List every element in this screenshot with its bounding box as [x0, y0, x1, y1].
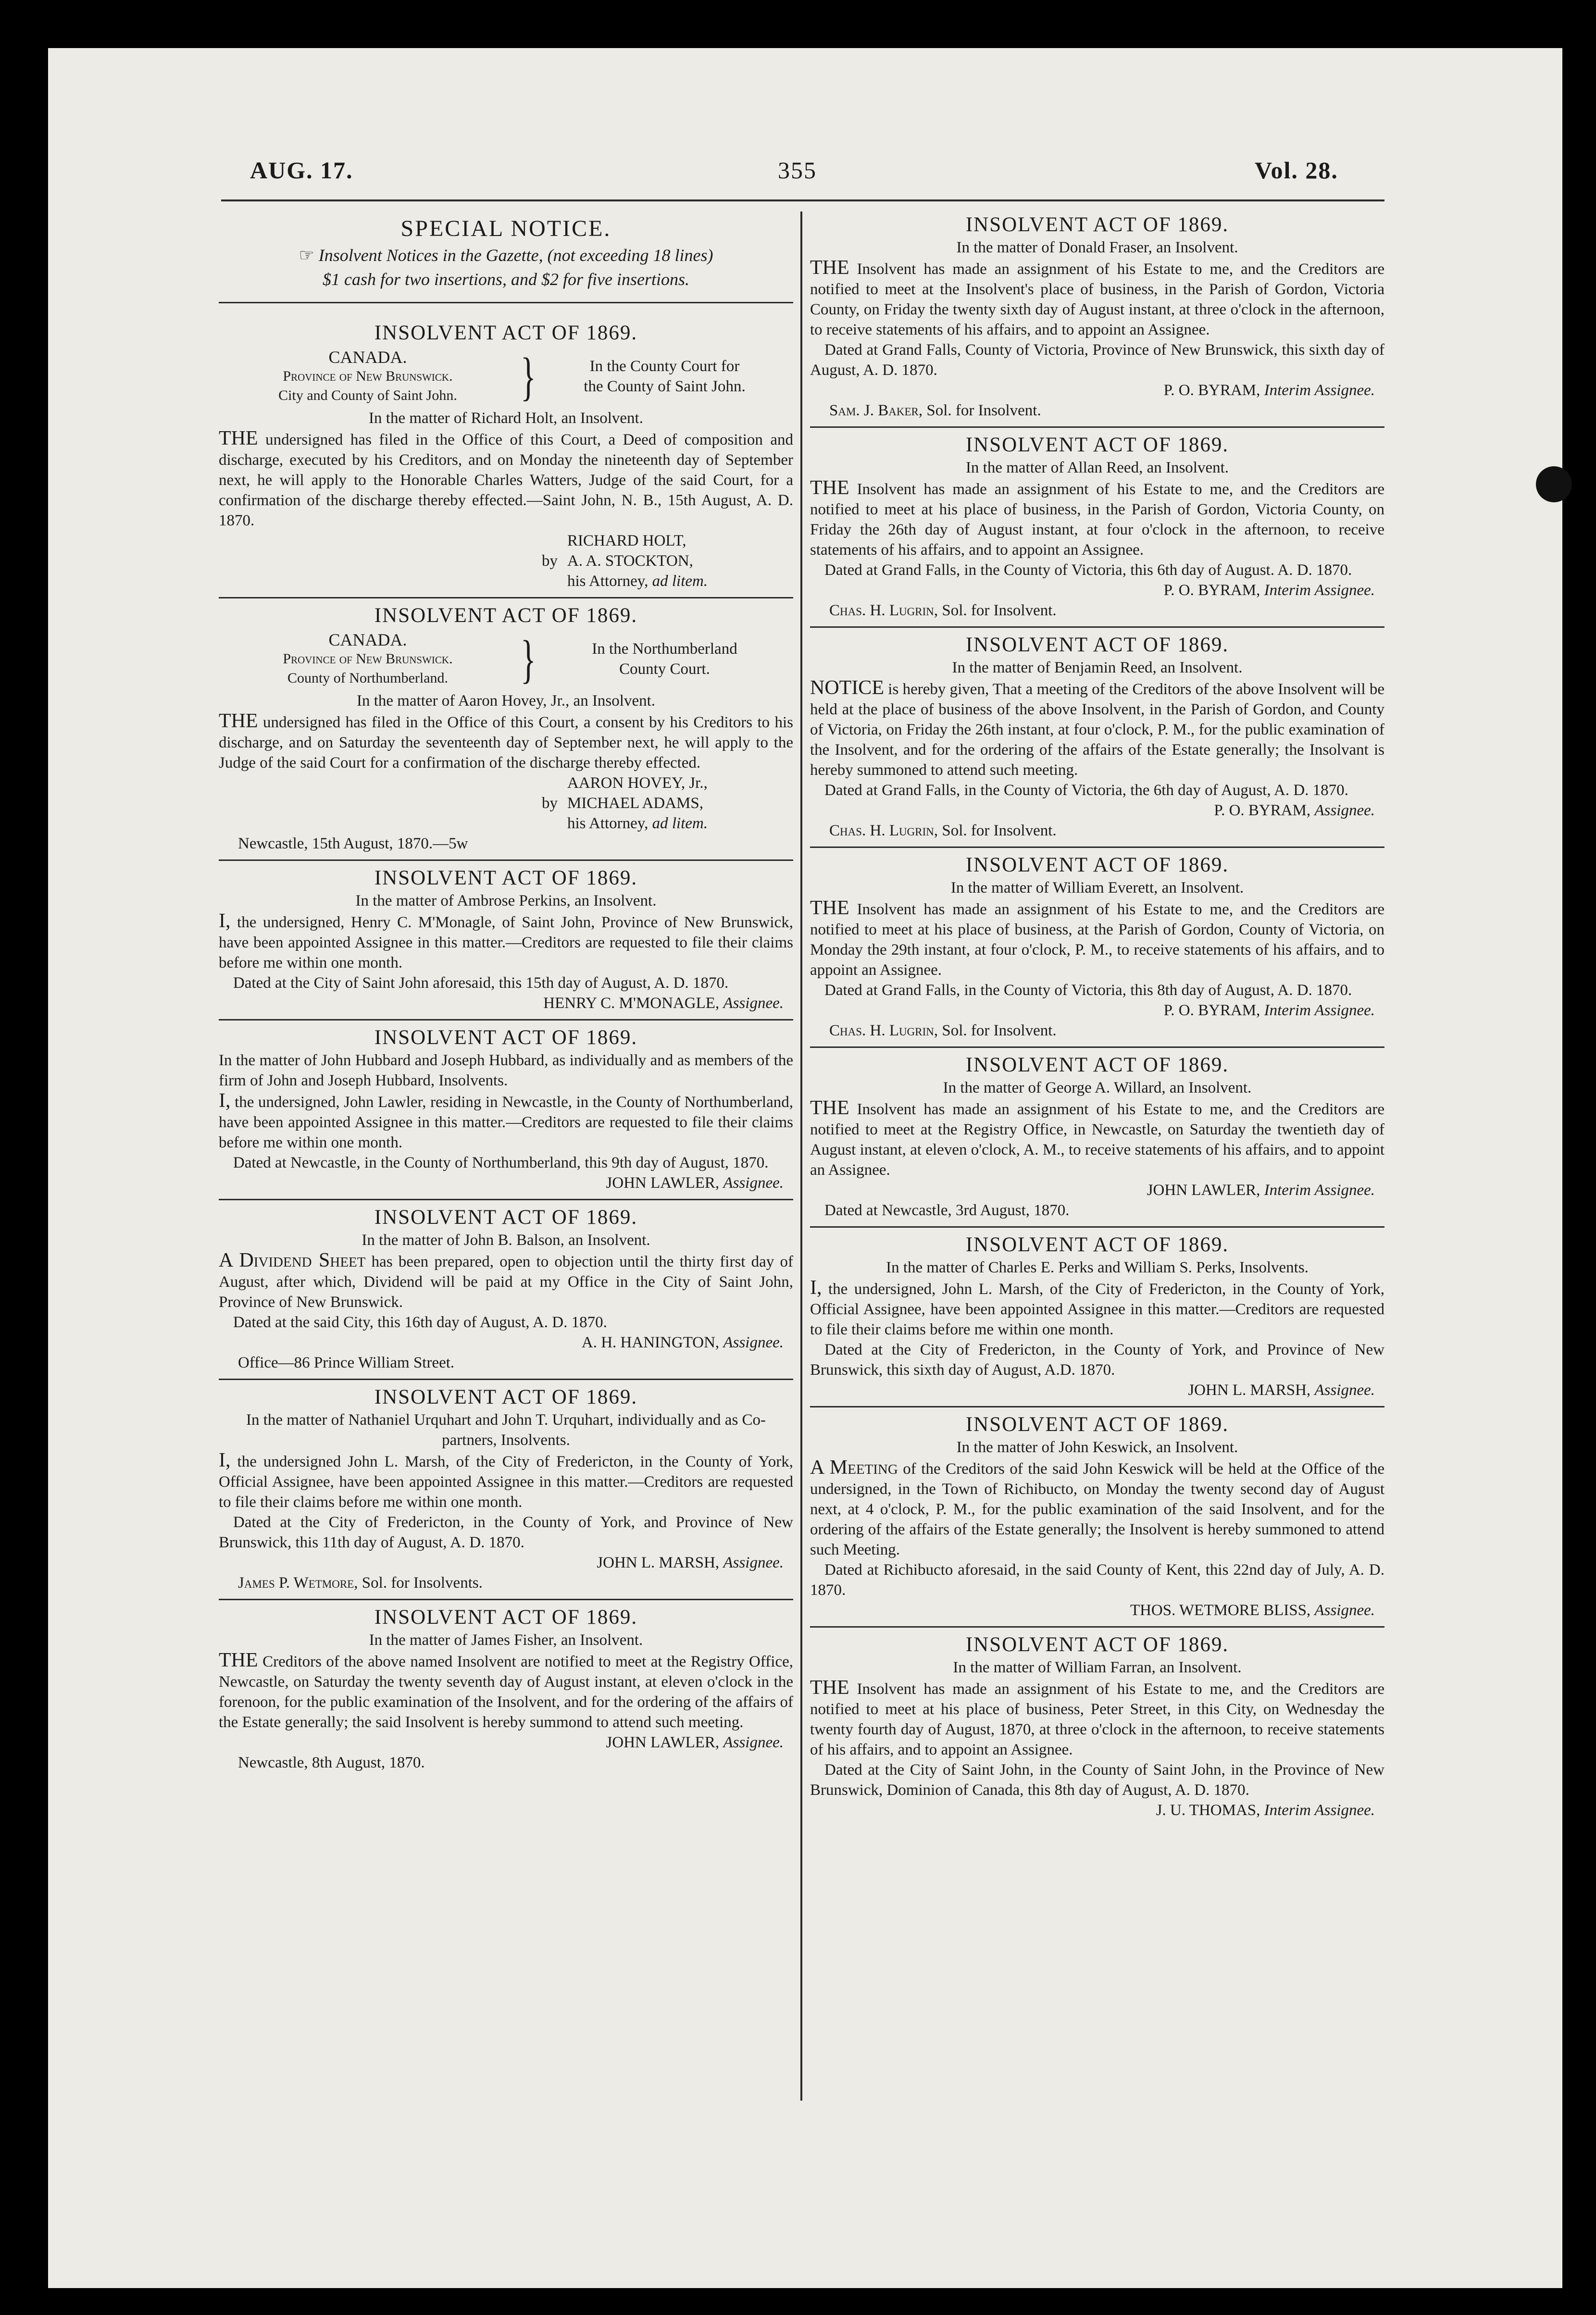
notice-signature: HENRY C. M'MONAGLE, Assignee.: [543, 995, 784, 1012]
notice-dated: Dated at the City of Fredericton, in the County of York, and Province of New Brunswick, this 11th day of August, A. D. 1870.: [219, 1514, 793, 1551]
notice-matter: In the matter of Allan Reed, an Insolvent.: [965, 459, 1229, 476]
notice-dated: Dated at the City of Saint John aforesaid, this 15th day of August, A. D. 1870.: [233, 974, 729, 992]
notice-body: I, the undersigned, John L. Marsh, of the City of Fredericton, in the County of York, Official Assignee, have been appointed Assignee in this matter.—Creditors are requested to file their claims before me within one month.: [810, 1277, 1384, 1338]
court-heading: CANADA. Province of New Brunswick. City and County of Saint John. } In the County Court for the County of Saint John.: [278, 347, 746, 406]
notice-john-balson: [219, 1199, 793, 1379]
notice-matter: In the matter of John Hubbard and Joseph Hubbard, as individually and as members of the firm of John and Joseph Hubbard, Insolvents.: [219, 1052, 793, 1089]
notice-signature: P. O. BYRAM, Interim Assignee.: [1163, 582, 1375, 599]
notice-signature: THOS. WETMORE BLISS, Assignee.: [1130, 1602, 1375, 1619]
notice-body: I, the undersigned John L. Marsh, of the City of Fredericton, in the County of York, Official Assignee, have been appointed Assignee in this matter.—Creditors are requested to file their claims before me within one month.: [219, 1449, 793, 1511]
notice-title: INSOLVENT ACT OF 1869.: [965, 1633, 1229, 1656]
notice-title: INSOLVENT ACT OF 1869.: [374, 322, 638, 344]
notice-signature: JOHN LAWLER, Interim Assignee.: [1147, 1182, 1375, 1199]
notice-matter: In the matter of Charles E. Perks and William S. Perks, Insolvents.: [886, 1259, 1309, 1276]
ink-blot: [1536, 466, 1572, 502]
notice-footer: Newcastle, 15th August, 1870.—5w: [238, 835, 468, 852]
notice-title: INSOLVENT ACT OF 1869.: [374, 1026, 638, 1049]
notice-aaron-hovey: [219, 597, 793, 859]
notice-body: I, the undersigned, Henry C. M'Monagle, of Saint John, Province of New Brunswick, have been appointed Assignee in this matter.—Creditors are requested to file their claims before me within one month.: [219, 910, 793, 971]
notice-dated: Dated at the said City, this 16th day of August, A. D. 1870.: [233, 1314, 607, 1331]
notice-title: INSOLVENT ACT OF 1869.: [374, 1606, 638, 1629]
notice-body: A Dividend Sheet has been prepared, open to objection until the thirty first day of August, after which, Dividend will be paid at my Office in the City of Saint John, Province of New Brunswick.: [219, 1249, 793, 1311]
notice-james-fisher: [219, 1599, 793, 1779]
notice-title: INSOLVENT ACT OF 1869.: [374, 604, 638, 627]
brace-icon: }: [521, 347, 536, 406]
notice-body: THE Insolvent has made an assignment of his Estate to me, and the Creditors are notified to meet at the Insolvent's place of business, in the Parish of Gordon, Victoria County, on Friday the twenty sixth day of August instant, at three o'clock in the afternoon, to receive statements of his affairs, and to appoint an Assignee.: [810, 257, 1384, 338]
notice-matter: In the matter of William Farran, an Insolvent.: [953, 1659, 1242, 1676]
notice-john-keswick: [810, 1406, 1384, 1626]
notice-title: INSOLVENT ACT OF 1869.: [374, 1386, 638, 1408]
notice-title: INSOLVENT ACT OF 1869.: [965, 213, 1229, 236]
notice-signature: JOHN L. MARSH, Assignee.: [1188, 1382, 1375, 1399]
notice-dated: Dated at Newcastle, in the County of Northumberland, this 9th day of August, 1870.: [233, 1154, 769, 1171]
notice-footer: Dated at Newcastle, 3rd August, 1870.: [824, 1202, 1070, 1219]
notice-matter: In the matter of George A. Willard, an Insolvent.: [943, 1079, 1252, 1096]
notice-william-everett: [810, 846, 1384, 1046]
notice-signature: P. O. BYRAM, Assignee.: [1214, 802, 1375, 819]
court-heading: CANADA. Province of New Brunswick. County of Northumberland. } In the Northumberland County Court.: [283, 630, 737, 688]
notice-title: INSOLVENT ACT OF 1869.: [374, 867, 638, 889]
notice-signature: P. O. BYRAM, Interim Assignee.: [1163, 1002, 1375, 1019]
notice-body: THE undersigned has filed in the Office of this Court, a consent by his Creditors to his discharge, and on Saturday the seventeenth day of September next, he will apply to the Judge of the said Court for a confirmation of the discharge thereby effected.: [219, 710, 793, 772]
notice-dated: Dated at Grand Falls, County of Victoria, Province of New Brunswick, this sixth day of August, A. D. 1870.: [810, 341, 1384, 379]
notice-body: THE Insolvent has made an assignment of his Estate to me, and the Creditors are notified to meet at the Registry Office, in Newcastle, on Saturday the twentieth day of August instant, at eleven o'clock, A. M., to receive statements of his affairs, and to appoint an Assignee.: [810, 1097, 1384, 1179]
notice-matter: In the matter of Nathaniel Urquhart and John T. Urquhart, individually and as Co-partners, Insolvents.: [246, 1411, 766, 1449]
special-notice-line-1: ☞ Insolvent Notices in the Gazette, (not exceeding 18 lines): [299, 246, 713, 265]
notice-matter: In the matter of William Everett, an Insolvent.: [950, 879, 1244, 896]
notice-richard-holt: [219, 303, 793, 597]
notice-signature: JOHN LAWLER, Assignee.: [606, 1734, 784, 1751]
signature-block: by AARON HOVEY, Jr., MICHAEL ADAMS, his Attorney, ad litem.: [542, 774, 708, 832]
notice-body: THE Insolvent has made an assignment of his Estate to me, and the Creditors are notified to meet at his place of business, at the Parish of Gordon, County of Victoria, on Monday the 29th instant, at four o'clock, P. M., to receive statements of his affairs, and to appoint an Assignee.: [810, 897, 1384, 979]
notice-matter: In the matter of John Keswick, an Insolvent.: [956, 1439, 1238, 1456]
column-divider: [800, 212, 802, 2101]
page-number: 355: [778, 157, 817, 184]
issue-date: AUG. 17.: [250, 157, 353, 184]
notice-body: A Meeting of the Creditors of the said John Keswick will be held at the Office of the undersigned, in the Town of Richibucto, on Monday the twenty second day of August next, at 4 o'clock, P. M., for the public examination of the said Insolvent, and for the ordering of the affairs of the Estate generally; the Insolvent is hereby summoned to attend such Meeting.: [810, 1456, 1384, 1558]
notice-title: INSOLVENT ACT OF 1869.: [965, 434, 1229, 456]
notice-body: THE undersigned has filed in the Office of this Court, a Deed of composition and discharge, executed by his Creditors, and on Monday the nineteenth day of September next, he will apply to the Honorable Charles Watters, Judge of the said Court, for a confirmation of the discharge thereby effected.—Saint John, N. B., 15th August, A. D. 1870.: [219, 427, 793, 529]
notice-matter: In the matter of Richard Holt, an Insolvent.: [369, 410, 643, 427]
notice-signature: JOHN LAWLER, Assignee.: [606, 1174, 784, 1192]
notice-title: INSOLVENT ACT OF 1869.: [965, 1054, 1229, 1076]
signature-block: by RICHARD HOLT, A. A. STOCKTON, his Attorney, ad litem.: [542, 532, 708, 590]
brace-icon: }: [521, 630, 536, 688]
notice-footer: Newcastle, 8th August, 1870.: [238, 1754, 425, 1771]
solicitor-line: Sam. J. Baker, Sol. for Insolvent.: [829, 402, 1041, 419]
notice-john-hubbard: [219, 1019, 793, 1199]
notice-body: THE Creditors of the above named Insolvent are notified to meet at the Registry Office, Newcastle, on Saturday the twenty seventh day of August instant, at eleven o'clock in the forenoon, for the public examination of the Insolvent, and for the ordering of the affairs of the Estate generally; the said Insolvent is hereby summond to attend such meeting.: [219, 1649, 793, 1731]
right-column: [810, 212, 1384, 1826]
notice-matter: In the matter of Ambrose Perkins, an Insolvent.: [355, 892, 657, 909]
pointing-hand-icon: ☞: [299, 246, 314, 265]
solicitor-line: James P. Wetmore, Sol. for Insolvents.: [238, 1574, 483, 1592]
notice-matter: In the matter of James Fisher, an Insolvent.: [369, 1631, 643, 1649]
notice-signature: J. U. THOMAS, Interim Assignee.: [1156, 1802, 1375, 1819]
notice-body: THE Insolvent has made an assignment of his Estate to me, and the Creditors are notified to meet at his place of business, in the Parish of Gordon, Victoria County, on Friday the 26th day of August instant, at four o'clock in the afternoon, to receive statements of his affairs, and to appoint an Assignee.: [810, 477, 1384, 559]
notice-signature: A. H. HANINGTON, Assignee.: [581, 1334, 784, 1351]
notice-body: THE Insolvent has made an assignment of his Estate to me, and the Creditors are notified to meet at his place of business, Peter Street, in this City, on Wednesday the twenty fourth day of August, 1870, at three o'clock in the afternoon, to receive statements of his affairs, and to appoint an Assignee.: [810, 1677, 1384, 1758]
left-column: [219, 212, 793, 1779]
notice-charles-perks: [810, 1226, 1384, 1406]
notice-matter: In the matter of Aaron Hovey, Jr., an Insolvent.: [356, 692, 656, 709]
notice-signature: P. O. BYRAM, Interim Assignee.: [1163, 382, 1375, 399]
solicitor-line: Chas. H. Lugrin, Sol. for Insolvent.: [829, 1022, 1057, 1039]
notice-dated: Dated at the City of Saint John, in the County of Saint John, in the Province of New Brunswick, Dominion of Canada, this 8th day of August, A. D. 1870.: [810, 1761, 1384, 1799]
special-notice-line-2: $1 cash for two insertions, and $2 for five insertions.: [322, 270, 689, 289]
notice-dated: Dated at Grand Falls, in the County of Victoria, this 8th day of August, A. D. 1870.: [824, 982, 1352, 999]
notice-title: INSOLVENT ACT OF 1869.: [374, 1206, 638, 1229]
special-notice-title: SPECIAL NOTICE.: [400, 216, 611, 241]
notice-matter: In the matter of John B. Balson, an Insolvent.: [362, 1232, 650, 1249]
notice-matter: In the matter of Benjamin Reed, an Insolvent.: [952, 659, 1243, 676]
notice-benjamin-reed: [810, 626, 1384, 846]
volume-number: Vol. 28.: [1255, 157, 1338, 184]
notice-nathaniel-urquhart: [219, 1379, 793, 1599]
notice-body: I, the undersigned, John Lawler, residing in Newcastle, in the County of Northumberland, have been appointed Assignee in this matter.—Creditors are requested to file their claims before me within one month.: [219, 1090, 793, 1151]
notice-footer: Office—86 Prince William Street.: [238, 1354, 455, 1371]
notice-title: INSOLVENT ACT OF 1869.: [965, 1413, 1229, 1436]
special-notice: [219, 214, 793, 303]
notice-george-willard: [810, 1046, 1384, 1226]
solicitor-line: Chas. H. Lugrin, Sol. for Insolvent.: [829, 602, 1057, 619]
notice-title: INSOLVENT ACT OF 1869.: [965, 1233, 1229, 1256]
notice-title: INSOLVENT ACT OF 1869.: [965, 854, 1229, 876]
notice-dated: Dated at Grand Falls, in the County of Victoria, the 6th day of August, A. D. 1870.: [824, 782, 1348, 799]
notice-title: INSOLVENT ACT OF 1869.: [965, 634, 1229, 656]
notice-dated: Dated at Richibucto aforesaid, in the said County of Kent, this 22nd day of July, A. D. 1870.: [810, 1561, 1384, 1599]
notice-body: NOTICE is hereby given, That a meeting of the Creditors of the above Insolvent will be held at the place of business of the above Insolvent, in the Parish of Gordon, and County of Victoria, on Friday the 26th instant, at four o'clock, P. M., for the public examination of the Insolvent, and for the ordering of the affairs of the Estate generally; the Insolvant is hereby summoned to attend such meeting.: [810, 677, 1384, 779]
notice-william-farran: [810, 1626, 1384, 1826]
notice-allan-reed: [810, 426, 1384, 626]
solicitor-line: Chas. H. Lugrin, Sol. for Insolvent.: [829, 822, 1057, 839]
notice-dated: Dated at the City of Fredericton, in the County of York, and Province of New Brunswick, this sixth day of August, A.D. 1870.: [810, 1341, 1384, 1379]
notice-ambrose-perkins: [219, 859, 793, 1019]
notice-signature: JOHN L. MARSH, Assignee.: [597, 1554, 784, 1571]
notice-matter: In the matter of Donald Fraser, an Insolvent.: [956, 239, 1238, 256]
notice-dated: Dated at Grand Falls, in the County of Victoria, this 6th day of August. A. D. 1870.: [824, 561, 1352, 579]
header-rule: [221, 199, 1384, 201]
notice-donald-fraser: [810, 212, 1384, 426]
